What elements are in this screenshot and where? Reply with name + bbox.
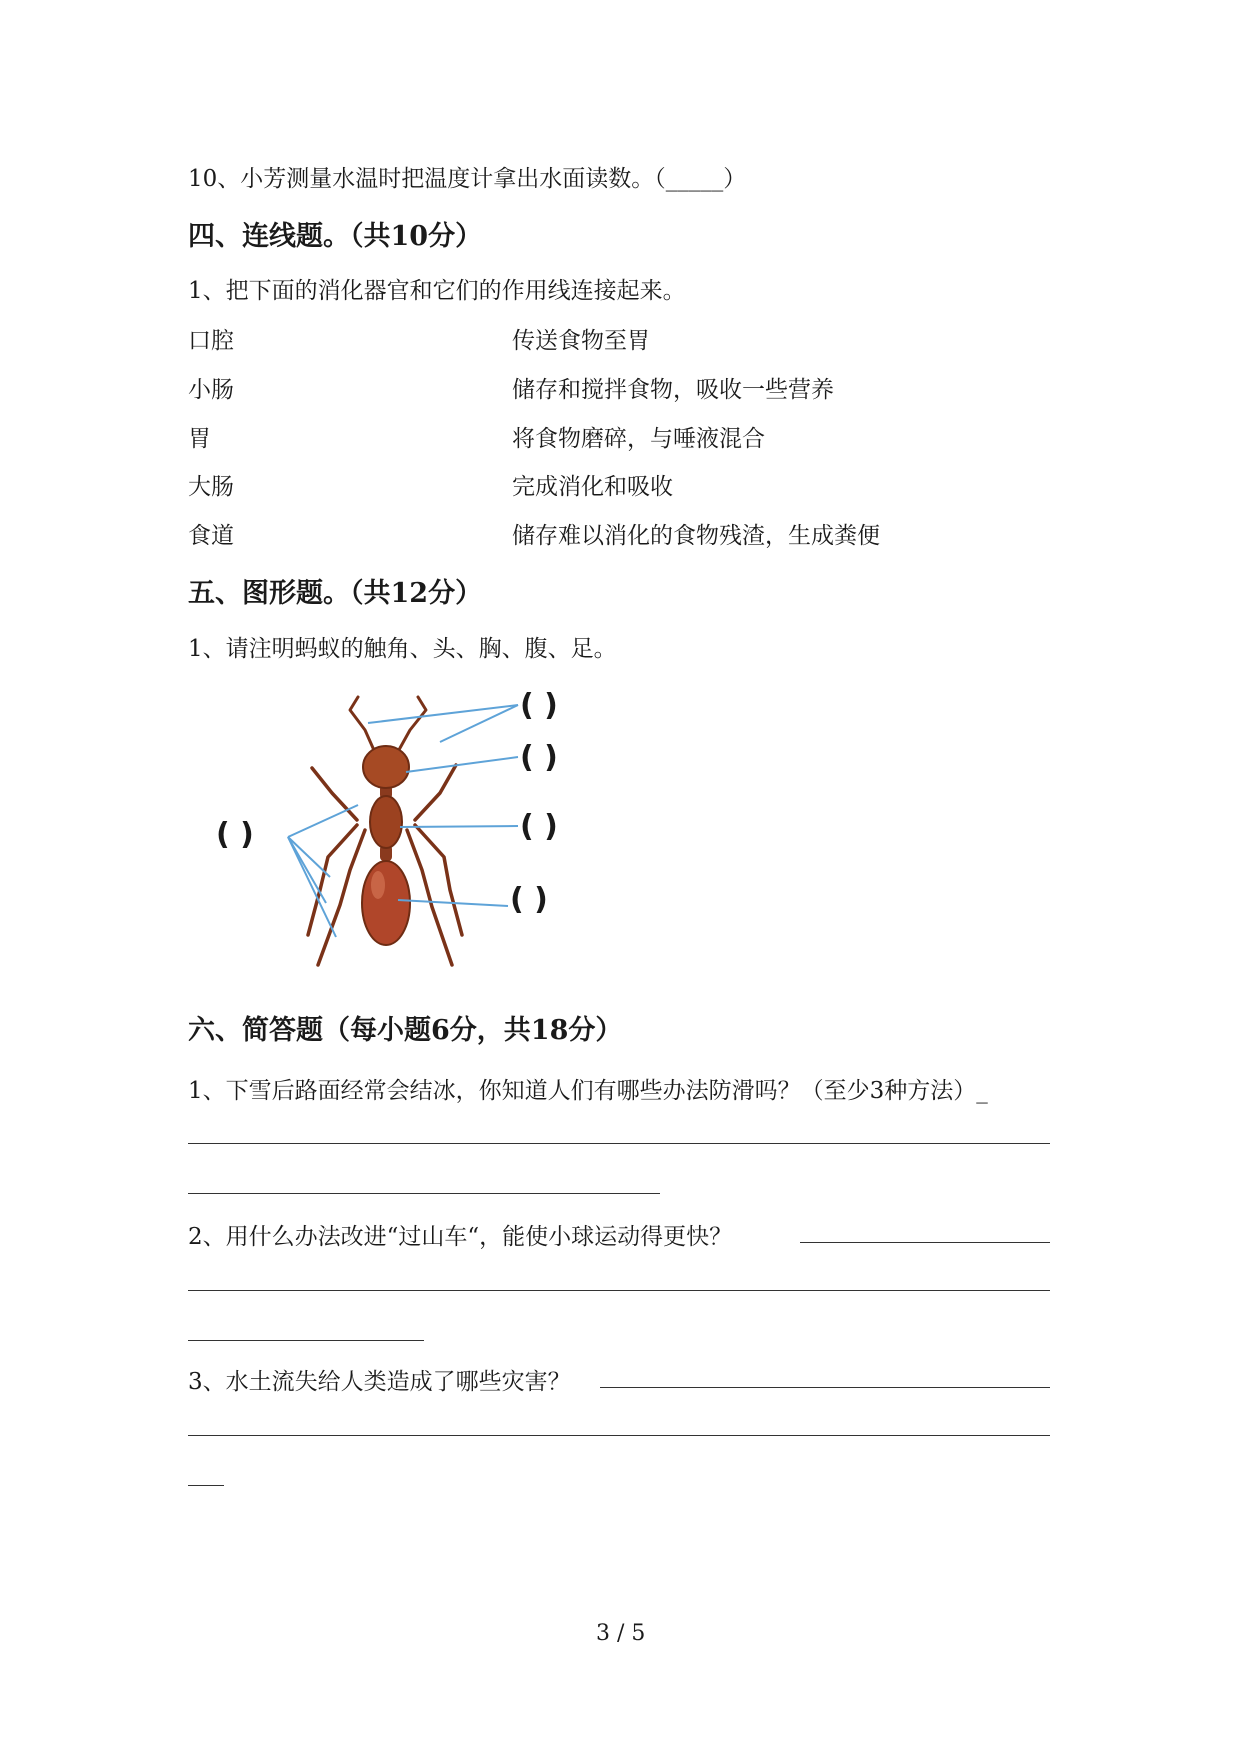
answer-line[interactable]	[188, 1193, 660, 1194]
organ-left-4: 大肠	[188, 474, 234, 500]
organ-left-5: 食道	[188, 523, 234, 549]
section-6-q2: 2、用什么办法改进“过山车“，能使小球运动得更快？	[188, 1224, 733, 1250]
ant-head	[363, 746, 409, 788]
answer-line[interactable]	[188, 1290, 1050, 1291]
section-6-q1: 1、下雪后路面经常会结冰，你知道人们有哪些办法防滑吗？（至少3种方法）_	[188, 1078, 988, 1104]
function-right-3: 将食物磨碎，与唾液混合	[512, 426, 765, 452]
organ-left-2: 小肠	[188, 377, 234, 403]
section-5-question: 1、请注明蚂蚁的触角、头、胸、腹、足。	[188, 636, 617, 662]
section-4-question: 1、把下面的消化器官和它们的作用线连接起来。	[188, 278, 686, 304]
ant-label-blank-thorax[interactable]: ( )	[520, 809, 558, 844]
answer-line[interactable]	[188, 1340, 424, 1341]
function-right-5: 储存难以消化的食物残渣，生成粪便	[512, 523, 880, 549]
ant-label-blank-head[interactable]: ( )	[520, 740, 558, 775]
function-right-2: 储存和搅拌食物，吸收一些营养	[512, 377, 834, 403]
section-5-heading: 五、图形题。（共12分）	[188, 578, 483, 609]
ant-abdomen	[362, 861, 410, 945]
section-6-q3: 3、水土流失给人类造成了哪些灾害？	[188, 1369, 571, 1395]
question-10: 10、小芳测量水温时把温度计拿出水面读数。（_____）	[188, 166, 747, 192]
page-number: 3 / 5	[596, 1621, 646, 1646]
ant-label-blank-antenna[interactable]: ( )	[520, 688, 558, 723]
ant-label-blank-legs[interactable]: ( )	[216, 817, 254, 852]
answer-line[interactable]	[188, 1143, 1050, 1144]
answer-line[interactable]	[188, 1435, 1050, 1436]
section-6-heading: 六、简答题（每小题6分，共18分）	[188, 1015, 623, 1046]
organ-left-1: 口腔	[188, 328, 234, 354]
answer-line[interactable]	[800, 1242, 1050, 1243]
function-right-1: 传送食物至胃	[512, 328, 650, 354]
function-right-4: 完成消化和吸收	[512, 474, 673, 500]
answer-line[interactable]	[600, 1387, 1050, 1388]
ant-thorax	[370, 796, 402, 848]
organ-left-3: 胃	[188, 426, 211, 452]
section-4-heading: 四、连线题。（共10分）	[188, 221, 483, 252]
answer-line[interactable]	[188, 1485, 224, 1486]
ant-highlight	[371, 871, 385, 899]
ant-label-blank-abdomen[interactable]: ( )	[510, 882, 548, 917]
